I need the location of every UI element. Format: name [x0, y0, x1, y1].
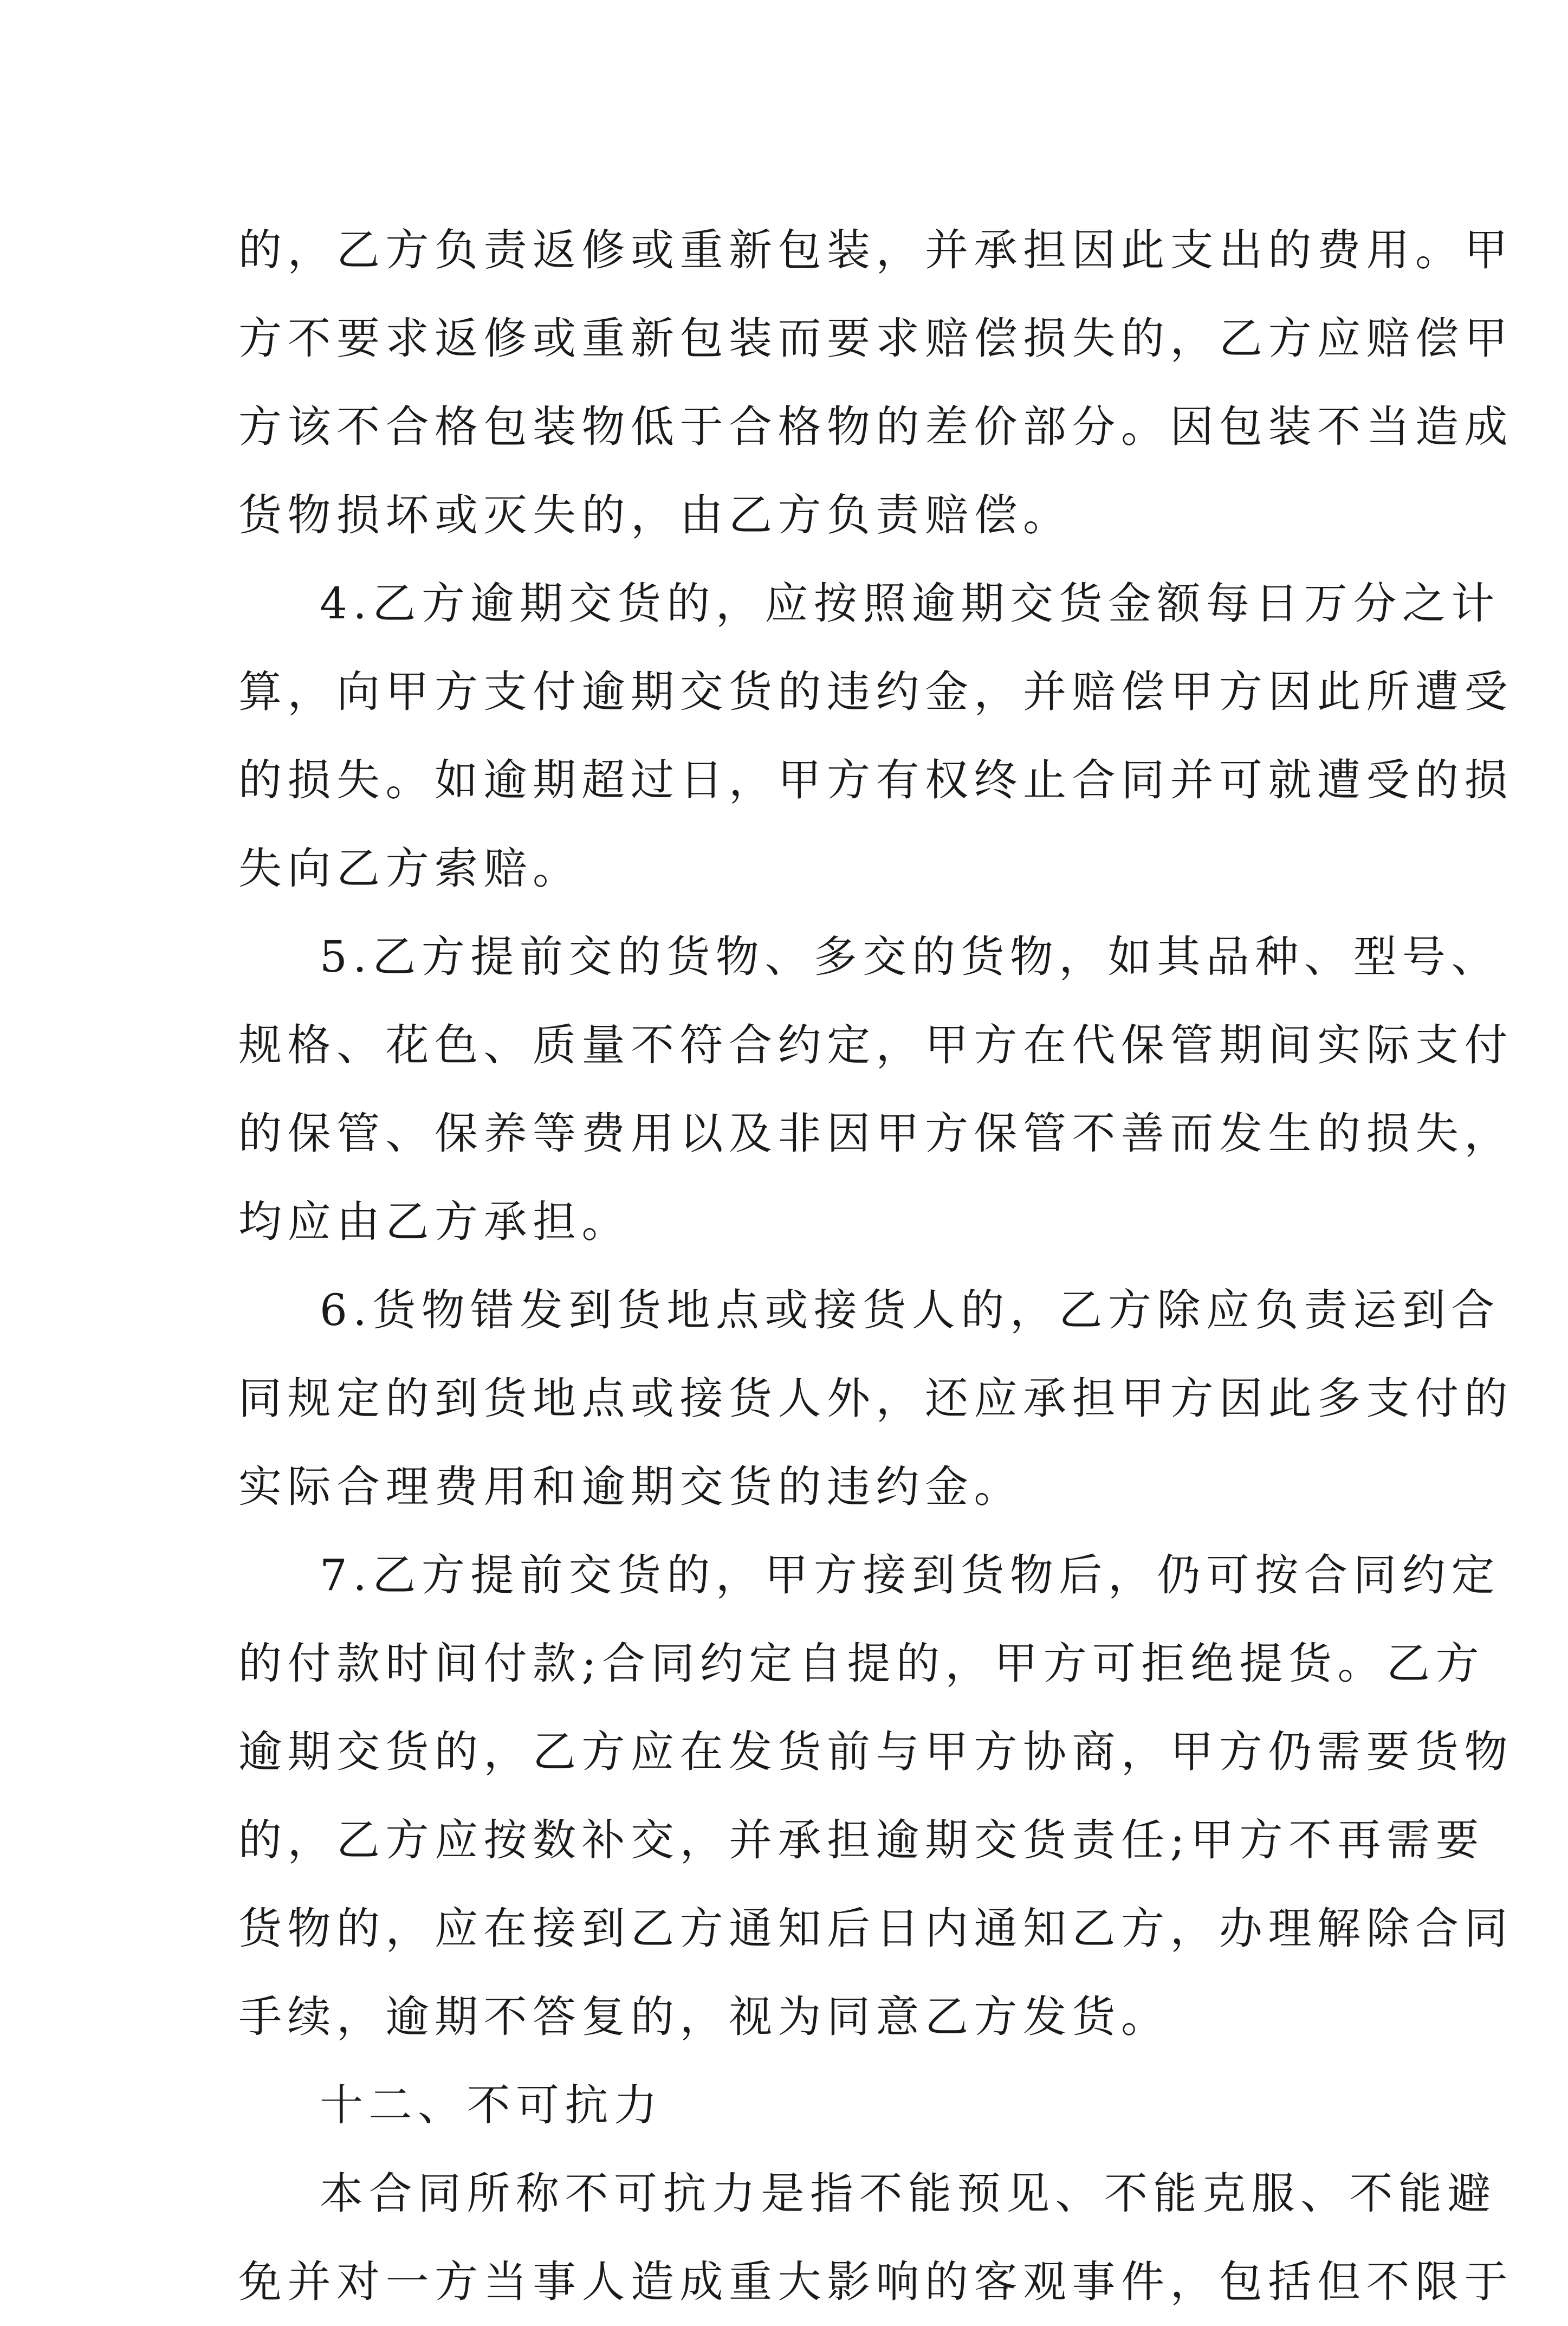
- text-line: 同规定的到货地点或接货人外，还应承担甲方因此多支付的: [238, 1373, 1513, 1424]
- text-line: 的损失。如逾期超过日，甲方有权终止合同并可就遭受的损: [238, 755, 1513, 805]
- text-line: 规格、花色、质量不符合约定，甲方在代保管期间实际支付: [238, 1020, 1513, 1070]
- text-line: 失向乙方索赔。: [238, 843, 582, 894]
- text-line: 的，乙方负责返修或重新包装，并承担因此支出的费用。甲: [238, 225, 1513, 275]
- text-line: 6.货物错发到货地点或接货人的，乙方除应负责运到合: [320, 1285, 1500, 1335]
- document-body: [238, 206, 1513, 2326]
- section-heading: 十二、不可抗力: [320, 2080, 663, 2130]
- text-line: 免并对一方当事人造成重大影响的客观事件，包括但不限于: [238, 2257, 1513, 2307]
- text-line: 货物的，应在接到乙方通知后日内通知乙方，办理解除合同: [238, 1903, 1513, 1954]
- text-line: 的付款时间付款;合同约定自提的，甲方可拒绝提货。乙方: [238, 1638, 1485, 1689]
- text-line: 均应由乙方承担。: [238, 1197, 631, 1247]
- text-line: 算，向甲方支付逾期交货的违约金，并赔偿甲方因此所遭受: [238, 667, 1513, 717]
- text-line: 实际合理费用和逾期交货的违约金。: [238, 1462, 1023, 1512]
- text-line: 方该不合格包装物低于合格物的差价部分。因包装不当造成: [238, 402, 1513, 452]
- text-line: 的，乙方应按数补交，并承担逾期交货责任;甲方不再需要: [238, 1815, 1485, 1865]
- text-line: 本合同所称不可抗力是指不能预见、不能克服、不能避: [320, 2168, 1496, 2219]
- text-line: 逾期交货的，乙方应在发货前与甲方协商，甲方仍需要货物: [238, 1727, 1513, 1777]
- text-line: 方不要求返修或重新包装而要求赔偿损失的，乙方应赔偿甲: [238, 313, 1513, 364]
- text-line: 4.乙方逾期交货的，应按照逾期交货金额每日万分之计: [320, 578, 1500, 629]
- text-line: 5.乙方提前交的货物、多交的货物，如其品种、型号、: [320, 932, 1500, 982]
- text-line: 手续，逾期不答复的，视为同意乙方发货。: [238, 1992, 1170, 2042]
- text-line: 的保管、保养等费用以及非因甲方保管不善而发生的损失，: [238, 1108, 1513, 1159]
- text-line: 7.乙方提前交货的，甲方接到货物后，仍可按合同约定: [320, 1550, 1500, 1600]
- text-line: 货物损坏或灭失的，由乙方负责赔偿。: [238, 490, 1072, 540]
